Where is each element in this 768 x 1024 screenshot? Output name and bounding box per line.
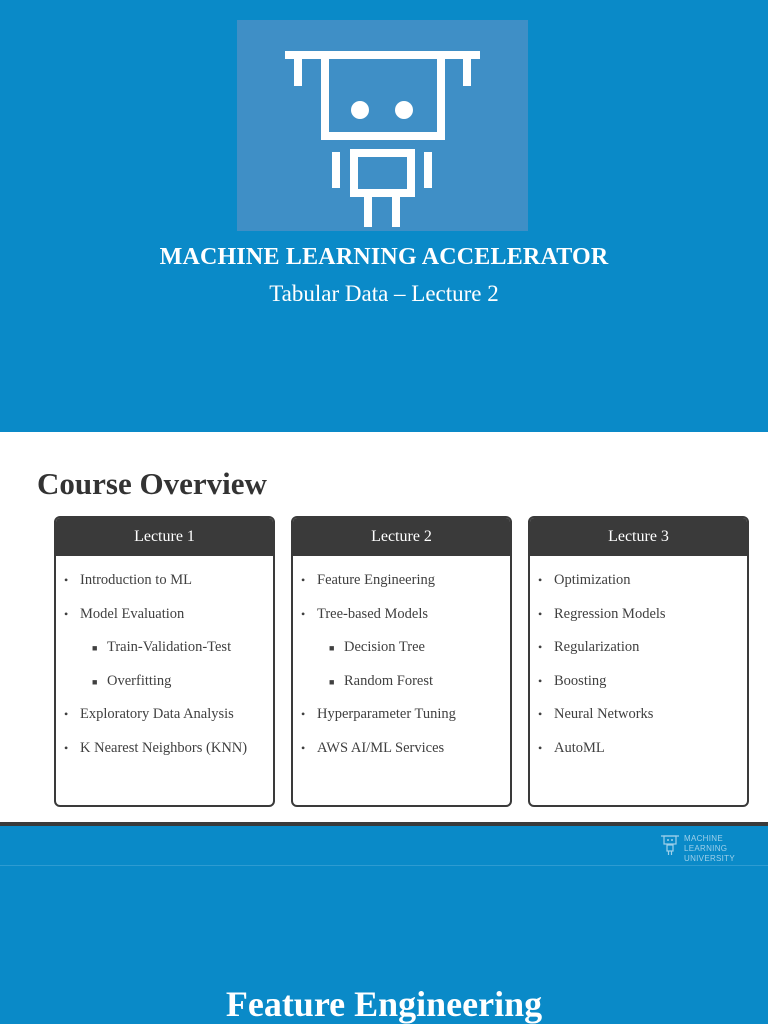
bullet-icon: • bbox=[538, 573, 543, 587]
robot-graduate-small-icon bbox=[660, 834, 680, 856]
bullet-icon: • bbox=[538, 640, 543, 655]
square-bullet-icon: ■ bbox=[92, 676, 98, 687]
mlu-logo-text: MACHINE LEARNING UNIVERSITY bbox=[684, 834, 736, 863]
list-item: • Exploratory Data Analysis bbox=[64, 706, 234, 723]
list-item: • Regularization bbox=[538, 639, 640, 656]
page-title: Course Overview bbox=[37, 466, 267, 501]
bullet-icon: • bbox=[64, 573, 69, 587]
bullet-icon: • bbox=[301, 740, 306, 755]
mlu-logo bbox=[660, 832, 766, 862]
bullet-icon: • bbox=[301, 606, 306, 621]
list-subitem: ■ Decision Tree bbox=[301, 637, 506, 671]
list-item: • Regression Models bbox=[538, 605, 666, 622]
list-item: • Feature Engineering bbox=[301, 572, 435, 588]
list-item: • Hyperparameter Tuning bbox=[301, 706, 456, 723]
bullet-icon: • bbox=[538, 673, 543, 688]
lecture-3-list bbox=[530, 556, 747, 772]
bullet-icon: • bbox=[301, 707, 306, 722]
lecture-1-header: Lecture 1 bbox=[56, 518, 273, 556]
list-item: • Boosting bbox=[538, 672, 607, 689]
list-item: • K Nearest Neighbors (KNN) bbox=[64, 739, 248, 756]
bullet-icon: • bbox=[64, 740, 69, 755]
section-slide bbox=[0, 826, 768, 1024]
logo-panel bbox=[237, 20, 528, 231]
robot-graduate-icon bbox=[237, 20, 528, 231]
lecture-3-card bbox=[528, 516, 749, 807]
bullet-icon: • bbox=[64, 707, 69, 722]
course-title: MACHINE LEARNING ACCELERATOR bbox=[159, 244, 609, 270]
list-item: • Optimization bbox=[538, 572, 631, 588]
bullet-icon: • bbox=[538, 707, 543, 722]
list-subitem: ■ Overfitting bbox=[64, 671, 269, 705]
bullet-icon: • bbox=[64, 606, 69, 621]
course-subtitle: Tabular Data – Lecture 2 bbox=[269, 281, 499, 306]
list-subitem: ■ Train-Validation-Test bbox=[64, 637, 269, 671]
square-bullet-icon: ■ bbox=[92, 643, 98, 654]
title-slide bbox=[0, 0, 768, 432]
list-item: • AutoML bbox=[538, 739, 605, 756]
list-item: • Tree-based Models bbox=[301, 605, 429, 622]
list-item: • Model Evaluation bbox=[64, 605, 185, 622]
lecture-1-card bbox=[54, 516, 275, 807]
course-overview-slide bbox=[0, 432, 768, 822]
list-item: • Neural Networks bbox=[538, 706, 654, 723]
footer-band bbox=[0, 826, 768, 866]
bullet-icon: • bbox=[538, 606, 543, 621]
list-subitem: ■ Random Forest bbox=[301, 671, 506, 705]
bullet-icon: • bbox=[538, 740, 543, 755]
lecture-3-header: Lecture 3 bbox=[530, 518, 747, 556]
list-item: • Introduction to ML bbox=[64, 572, 192, 588]
square-bullet-icon: ■ bbox=[329, 676, 335, 687]
bullet-icon: • bbox=[301, 573, 306, 587]
lecture-2-list bbox=[293, 556, 510, 772]
lecture-2-header: Lecture 2 bbox=[293, 518, 510, 556]
square-bullet-icon: ■ bbox=[329, 643, 335, 654]
lecture-1-list bbox=[56, 556, 273, 772]
list-item: • AWS AI/ML Services bbox=[301, 739, 445, 756]
section-title: Feature Engineering bbox=[225, 984, 543, 1024]
lecture-2-card bbox=[291, 516, 512, 807]
